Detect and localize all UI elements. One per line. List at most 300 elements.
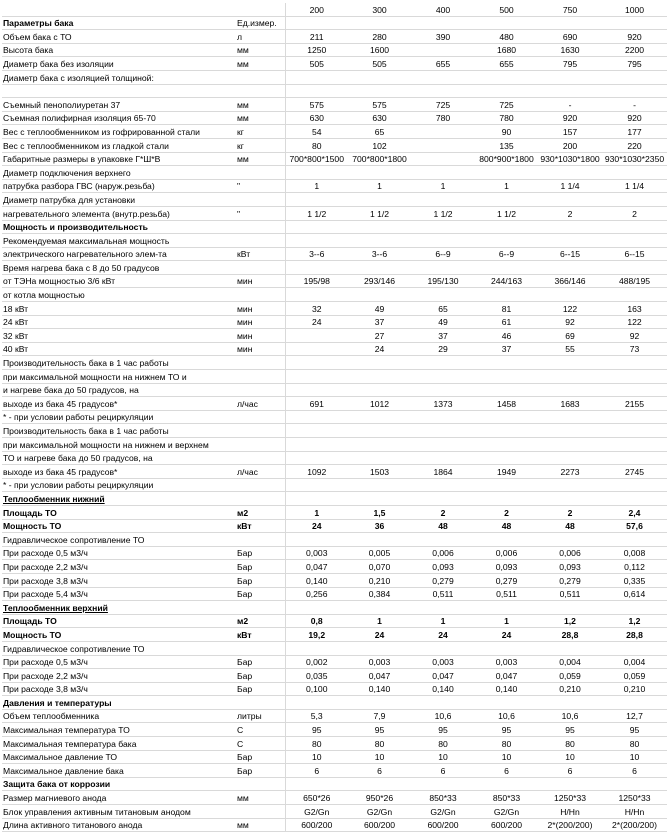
value-cell	[538, 261, 602, 275]
value-cell: 10	[348, 750, 411, 764]
table-row	[2, 315, 667, 329]
row-label: Теплообменник нижний	[2, 492, 233, 506]
table-row	[2, 288, 667, 302]
value-cell: 920	[602, 111, 667, 125]
row-unit: Бар	[233, 587, 285, 601]
table-row	[2, 709, 667, 723]
value-cell: 0,279	[538, 573, 602, 587]
value-cell	[602, 261, 667, 275]
value-cell: 24	[285, 315, 348, 329]
row-label: * - при условии работы рециркуляции	[2, 410, 233, 424]
value-cell	[411, 356, 475, 370]
row-unit	[233, 641, 285, 655]
value-cell: 795	[538, 57, 602, 71]
table-row	[2, 410, 667, 424]
value-cell: 920	[602, 30, 667, 44]
value-cell: 1949	[475, 465, 538, 479]
value-cell: 10,6	[411, 709, 475, 723]
value-cell	[411, 234, 475, 248]
row-unit: "	[233, 179, 285, 193]
row-label: 40 кВт	[2, 342, 233, 356]
value-cell: 69	[538, 329, 602, 343]
value-cell	[475, 410, 538, 424]
value-cell: 10	[411, 750, 475, 764]
row-unit	[233, 438, 285, 452]
value-cell	[348, 16, 411, 30]
value-cell: 95	[538, 723, 602, 737]
value-cell	[285, 410, 348, 424]
value-cell: 600/200	[411, 818, 475, 832]
value-cell	[602, 288, 667, 302]
table-row	[2, 438, 667, 452]
value-cell: 2*(200/200)	[602, 818, 667, 832]
value-cell	[602, 777, 667, 791]
value-cell: 163	[602, 302, 667, 316]
row-unit: мин	[233, 342, 285, 356]
row-unit: Бар	[233, 573, 285, 587]
row-label: Давления и температуры	[2, 696, 233, 710]
table-row	[2, 342, 667, 356]
value-cell: -	[602, 98, 667, 112]
row-label: Диаметр бака без изоляции	[2, 57, 233, 71]
table-row	[2, 560, 667, 574]
value-cell: 1 1/4	[538, 179, 602, 193]
value-cell	[348, 193, 411, 207]
table-row	[2, 737, 667, 751]
value-cell	[602, 220, 667, 234]
table-row	[2, 70, 667, 84]
value-cell: 2200	[602, 43, 667, 57]
value-cell: 12,7	[602, 709, 667, 723]
value-cell: 10,6	[475, 709, 538, 723]
value-cell	[602, 84, 667, 98]
row-label: от ТЭНа мощностью 3/6 кВт	[2, 274, 233, 288]
row-unit: мин	[233, 329, 285, 343]
table-row	[2, 206, 667, 220]
table-row	[2, 478, 667, 492]
value-cell: G2/Gn	[348, 805, 411, 819]
row-label: Производительность бака в 1 час работы	[2, 424, 233, 438]
value-cell: 0,384	[348, 587, 411, 601]
value-cell: 81	[475, 302, 538, 316]
value-cell	[285, 234, 348, 248]
value-cell: 95	[475, 723, 538, 737]
value-cell: 0,047	[475, 669, 538, 683]
value-cell: 1	[285, 179, 348, 193]
row-label: Объем теплообменника	[2, 709, 233, 723]
value-cell: 2745	[602, 465, 667, 479]
row-label: выходе из бака 45 градусов*	[2, 397, 233, 411]
value-cell	[285, 342, 348, 356]
row-unit: мм	[233, 98, 285, 112]
row-label: ТО и нагреве бака до 50 градусов, на	[2, 451, 233, 465]
value-cell: 505	[285, 57, 348, 71]
value-cell	[538, 438, 602, 452]
value-cell	[538, 451, 602, 465]
value-cell	[285, 166, 348, 180]
value-cell	[348, 478, 411, 492]
table-row	[2, 370, 667, 384]
value-cell: 0,003	[285, 546, 348, 560]
row-label: Рекомендуемая максимальная мощность	[2, 234, 233, 248]
row-unit	[233, 492, 285, 506]
table-row	[2, 669, 667, 683]
row-label	[2, 84, 233, 98]
value-cell	[285, 220, 348, 234]
value-cell: 6	[602, 764, 667, 778]
table-row	[2, 451, 667, 465]
value-cell	[475, 383, 538, 397]
row-unit	[233, 424, 285, 438]
value-cell: 48	[538, 519, 602, 533]
table-row	[2, 57, 667, 71]
value-cell: 1864	[411, 465, 475, 479]
table-row	[2, 152, 667, 166]
value-cell	[475, 166, 538, 180]
value-cell	[475, 288, 538, 302]
row-label: 24 кВт	[2, 315, 233, 329]
value-cell	[285, 288, 348, 302]
value-cell: 400	[411, 3, 475, 16]
table-row	[2, 98, 667, 112]
value-cell: 54	[285, 125, 348, 139]
value-cell: 0,511	[538, 587, 602, 601]
value-cell: 488/195	[602, 274, 667, 288]
value-cell	[411, 288, 475, 302]
value-cell	[348, 383, 411, 397]
value-cell: 1	[475, 179, 538, 193]
row-label: при максимальной мощности на нижнем и верхнем	[2, 438, 233, 452]
table-row	[2, 234, 667, 248]
table-row	[2, 329, 667, 343]
value-cell: 80	[538, 737, 602, 751]
row-label: При расходе 0,5 м3/ч	[2, 546, 233, 560]
row-label: Мощность ТО	[2, 628, 233, 642]
value-cell: 1373	[411, 397, 475, 411]
value-cell	[602, 383, 667, 397]
value-cell	[538, 16, 602, 30]
value-cell	[602, 193, 667, 207]
value-cell	[411, 410, 475, 424]
value-cell: 1	[348, 614, 411, 628]
value-cell: 6--9	[411, 247, 475, 261]
row-label: * - при условии работы рециркуляции	[2, 478, 233, 492]
value-cell: 244/163	[475, 274, 538, 288]
value-cell	[285, 16, 348, 30]
row-label: При расходе 3,8 м3/ч	[2, 573, 233, 587]
value-cell	[411, 601, 475, 615]
table-row	[2, 587, 667, 601]
value-cell: 0,008	[602, 546, 667, 560]
value-cell	[285, 370, 348, 384]
value-cell	[538, 166, 602, 180]
value-cell	[475, 777, 538, 791]
value-cell: 122	[538, 302, 602, 316]
value-cell: 0,093	[411, 560, 475, 574]
value-cell	[538, 641, 602, 655]
value-cell: 220	[602, 138, 667, 152]
value-cell	[411, 84, 475, 98]
row-label: Гидравлическое сопротивление ТО	[2, 533, 233, 547]
value-cell: 28,8	[538, 628, 602, 642]
row-unit: Бар	[233, 682, 285, 696]
value-cell	[602, 601, 667, 615]
table-row	[2, 125, 667, 139]
value-cell	[475, 193, 538, 207]
value-cell: 920	[538, 111, 602, 125]
row-unit: мм	[233, 43, 285, 57]
value-cell: 65	[411, 302, 475, 316]
row-unit	[233, 478, 285, 492]
value-cell: 10	[285, 750, 348, 764]
value-cell: 280	[348, 30, 411, 44]
row-unit	[233, 410, 285, 424]
value-cell: 0,047	[411, 669, 475, 683]
table-row	[2, 818, 667, 832]
spec-table-body	[2, 3, 667, 832]
row-label: Длина активного титанового анода	[2, 818, 233, 832]
value-cell: 200	[538, 138, 602, 152]
value-cell: 157	[538, 125, 602, 139]
row-unit	[233, 696, 285, 710]
table-row	[2, 805, 667, 819]
value-cell	[602, 696, 667, 710]
table-row	[2, 641, 667, 655]
value-cell: 46	[475, 329, 538, 343]
value-cell: 0,140	[411, 682, 475, 696]
value-cell: 1 1/2	[475, 206, 538, 220]
row-unit	[233, 533, 285, 547]
value-cell	[285, 261, 348, 275]
row-unit	[233, 70, 285, 84]
value-cell: 10	[475, 750, 538, 764]
value-cell: 725	[475, 98, 538, 112]
value-cell: 24	[285, 519, 348, 533]
table-row	[2, 302, 667, 316]
value-cell	[411, 438, 475, 452]
value-cell: 7,9	[348, 709, 411, 723]
value-cell: 1250	[285, 43, 348, 57]
value-cell	[348, 410, 411, 424]
value-cell: 73	[602, 342, 667, 356]
value-cell	[348, 451, 411, 465]
value-cell	[602, 438, 667, 452]
value-cell: 850*33	[411, 791, 475, 805]
value-cell: 630	[348, 111, 411, 125]
value-cell	[411, 220, 475, 234]
value-cell: 0,004	[602, 655, 667, 669]
value-cell: 390	[411, 30, 475, 44]
value-cell	[348, 601, 411, 615]
value-cell: 655	[475, 57, 538, 71]
row-label: и нагреве бака до 50 градусов, на	[2, 383, 233, 397]
row-unit: Бар	[233, 546, 285, 560]
row-label: Теплообменник верхний	[2, 601, 233, 615]
row-label: выходе из бака 45 градусов*	[2, 465, 233, 479]
value-cell: 2	[538, 206, 602, 220]
value-cell: 32	[285, 302, 348, 316]
value-cell	[475, 370, 538, 384]
value-cell: 6	[411, 764, 475, 778]
value-cell: 57,6	[602, 519, 667, 533]
row-label: Время нагрева бака с 8 до 50 градусов	[2, 261, 233, 275]
value-cell	[475, 84, 538, 98]
value-cell	[538, 234, 602, 248]
value-cell: 850*33	[475, 791, 538, 805]
value-cell: 1630	[538, 43, 602, 57]
value-cell: 61	[475, 315, 538, 329]
value-cell	[475, 696, 538, 710]
value-cell: 90	[475, 125, 538, 139]
spec-table	[2, 3, 667, 832]
value-cell: 575	[348, 98, 411, 112]
value-cell: 19,2	[285, 628, 348, 642]
value-cell: 49	[411, 315, 475, 329]
value-cell: 2155	[602, 397, 667, 411]
row-label: Параметры бака	[2, 16, 233, 30]
table-row	[2, 179, 667, 193]
row-unit: Бар	[233, 764, 285, 778]
value-cell: 2*(200/200)	[538, 818, 602, 832]
value-cell: 505	[348, 57, 411, 71]
value-cell: 600/200	[475, 818, 538, 832]
row-unit: мм	[233, 57, 285, 71]
table-row	[2, 383, 667, 397]
value-cell: 725	[411, 98, 475, 112]
value-cell	[411, 370, 475, 384]
value-cell: 177	[602, 125, 667, 139]
row-label: Диаметр подключения верхнего	[2, 166, 233, 180]
value-cell: 0,614	[602, 587, 667, 601]
value-cell: 37	[411, 329, 475, 343]
value-cell: 48	[475, 519, 538, 533]
row-label: 18 кВт	[2, 302, 233, 316]
value-cell	[602, 70, 667, 84]
row-unit: кг	[233, 138, 285, 152]
row-label: патрубка разбора ГВС (наруж.резьба)	[2, 179, 233, 193]
value-cell	[602, 234, 667, 248]
row-unit: мм	[233, 152, 285, 166]
row-unit: мин	[233, 274, 285, 288]
value-cell: 691	[285, 397, 348, 411]
row-label: Гидравлическое сопротивление ТО	[2, 641, 233, 655]
value-cell	[285, 777, 348, 791]
value-cell: 0,002	[285, 655, 348, 669]
value-cell	[538, 533, 602, 547]
table-row	[2, 614, 667, 628]
value-cell: 500	[475, 3, 538, 16]
table-row	[2, 723, 667, 737]
row-unit	[233, 234, 285, 248]
value-cell: 1,5	[348, 505, 411, 519]
value-cell	[602, 16, 667, 30]
row-unit: кВт	[233, 247, 285, 261]
value-cell	[411, 424, 475, 438]
value-cell	[475, 533, 538, 547]
row-label: Площадь ТО	[2, 614, 233, 628]
table-row	[2, 519, 667, 533]
row-label: При расходе 5,4 м3/ч	[2, 587, 233, 601]
value-cell	[411, 492, 475, 506]
value-cell: 1	[348, 179, 411, 193]
value-cell: 950*26	[348, 791, 411, 805]
value-cell: 95	[348, 723, 411, 737]
value-cell: 0,006	[538, 546, 602, 560]
value-cell	[538, 220, 602, 234]
value-cell	[411, 261, 475, 275]
value-cell: 55	[538, 342, 602, 356]
value-cell: 24	[411, 628, 475, 642]
row-unit: л	[233, 30, 285, 44]
table-row	[2, 43, 667, 57]
value-cell: 800*900*1800	[475, 152, 538, 166]
value-cell	[602, 641, 667, 655]
value-cell	[285, 329, 348, 343]
value-cell	[285, 424, 348, 438]
table-row	[2, 696, 667, 710]
value-cell: 0,279	[475, 573, 538, 587]
row-label: Максимальная температура ТО	[2, 723, 233, 737]
value-cell: -	[538, 98, 602, 112]
table-row	[2, 138, 667, 152]
value-cell	[348, 696, 411, 710]
table-row	[2, 84, 667, 98]
value-cell: 3--6	[285, 247, 348, 261]
value-cell: 795	[602, 57, 667, 71]
row-unit: кг	[233, 125, 285, 139]
value-cell	[411, 533, 475, 547]
value-cell: 135	[475, 138, 538, 152]
value-cell: 92	[538, 315, 602, 329]
value-cell: 2273	[538, 465, 602, 479]
value-cell	[538, 424, 602, 438]
value-cell: 6	[285, 764, 348, 778]
value-cell	[411, 696, 475, 710]
value-cell: 92	[602, 329, 667, 343]
table-row	[2, 750, 667, 764]
table-row	[2, 274, 667, 288]
value-cell: 10,6	[538, 709, 602, 723]
value-cell	[411, 383, 475, 397]
value-cell: 0,140	[348, 682, 411, 696]
value-cell: 24	[348, 342, 411, 356]
value-cell: 575	[285, 98, 348, 112]
value-cell: 0,511	[411, 587, 475, 601]
table-row	[2, 505, 667, 519]
row-unit	[233, 288, 285, 302]
value-cell: 0,059	[538, 669, 602, 683]
value-cell: 1683	[538, 397, 602, 411]
row-label: Максимальное давление бака	[2, 764, 233, 778]
table-row	[2, 791, 667, 805]
value-cell: 780	[475, 111, 538, 125]
value-cell: 300	[348, 3, 411, 16]
value-cell: 0,335	[602, 573, 667, 587]
value-cell: 0,093	[538, 560, 602, 574]
value-cell: 80	[475, 737, 538, 751]
value-cell	[475, 601, 538, 615]
row-unit	[233, 451, 285, 465]
table-row	[2, 533, 667, 547]
value-cell: 780	[411, 111, 475, 125]
value-cell: 0,059	[602, 669, 667, 683]
value-cell	[475, 70, 538, 84]
value-cell: 0,093	[475, 560, 538, 574]
row-unit	[233, 777, 285, 791]
row-unit	[233, 84, 285, 98]
row-unit: кВт	[233, 519, 285, 533]
value-cell: 0,005	[348, 546, 411, 560]
